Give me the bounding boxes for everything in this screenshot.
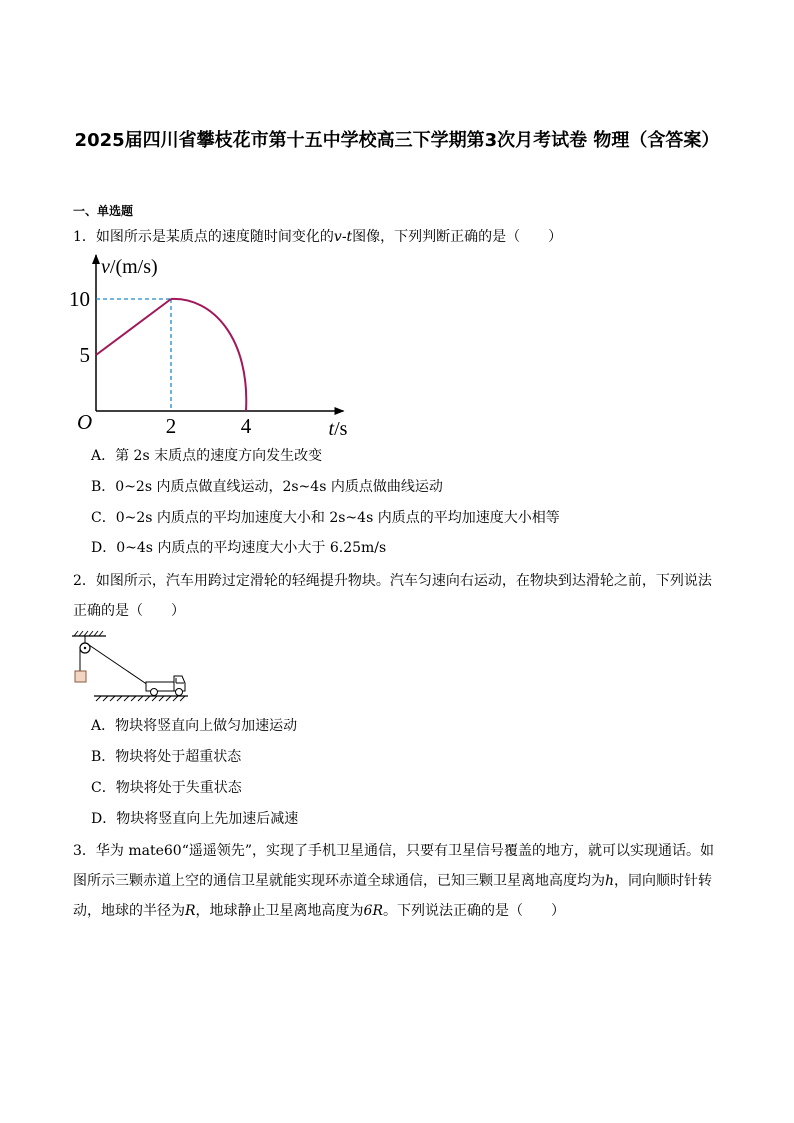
truck-icon bbox=[146, 676, 185, 696]
q3-stem-a: 3．华为 mate60“遥遥领先”，实现了手机卫星通信，只要有卫星信号覆盖的地方，就可以实现通话。如图所示三颗赤道上空的通信卫星就能实现环赤道全球通信，已知三颗卫星离地高度均为 bbox=[73, 843, 715, 889]
q3-var-r: R bbox=[185, 903, 196, 919]
q3-stem-d: 。下列说法正确的是（ ） bbox=[383, 903, 565, 919]
origin-label: O bbox=[77, 410, 93, 434]
series-curve-decelerating bbox=[171, 299, 246, 411]
q2-option-b: B．物块将处于超重状态 bbox=[91, 749, 242, 765]
q2-option-a: A．物块将竖直向上做匀加速运动 bbox=[91, 718, 298, 734]
y-axis-label bbox=[101, 256, 158, 278]
q1-stem-pre: 1．如图所示是某质点的速度随时间变化的 bbox=[73, 229, 334, 245]
ground-hatching bbox=[96, 696, 185, 701]
x-tick-label-4: 4 bbox=[240, 414, 252, 438]
question-2-stem: 2．如图所示，汽车用跨过定滑轮的轻绳提升物块。汽车匀速向右运动，在物块到达滑轮之前，下列说法正确的是（ ） bbox=[73, 573, 712, 619]
x-tick-label-2: 2 bbox=[165, 414, 177, 438]
question-1-stem bbox=[73, 222, 723, 252]
x-axis-label bbox=[329, 418, 348, 440]
series-line-accelerating bbox=[96, 299, 171, 355]
y-axis-label-var: v bbox=[101, 256, 110, 278]
x-axis-label-var: t bbox=[328, 418, 335, 440]
section-heading: 一、单选题 bbox=[73, 204, 134, 218]
block-icon bbox=[75, 671, 86, 682]
q1-option-a: A．第 2s 末质点的速度方向发生改变 bbox=[91, 448, 323, 464]
q3-stem-c: ，地球静止卫星离地高度为 bbox=[195, 903, 364, 919]
y-tick-label-10: 10 bbox=[69, 287, 90, 311]
ceiling-hatching bbox=[74, 631, 103, 636]
x-axis-label-unit: /s bbox=[334, 418, 348, 440]
vt-graph bbox=[64, 251, 348, 440]
y-tick-label-5: 5 bbox=[79, 343, 90, 367]
y-axis-label-unit: /(m/s) bbox=[109, 256, 158, 278]
pulley-truck-diagram bbox=[70, 630, 195, 702]
question-3-stem bbox=[73, 836, 723, 926]
q1-option-d: D．0~4s 内质点的平均速度大小大于 6.25m/s bbox=[91, 540, 387, 556]
q2-option-c: C．物块将处于失重状态 bbox=[91, 780, 242, 796]
q2-option-d: D．物块将竖直向上先加速后减速 bbox=[91, 811, 299, 827]
q3-var-6r: 6R bbox=[363, 903, 383, 919]
q1-stem-post: 图像，下列判断正确的是（ ） bbox=[352, 229, 563, 245]
q1-option-b: B．0~2s 内质点做直线运动，2s~4s 内质点做曲线运动 bbox=[91, 479, 443, 495]
q3-stem-b: ，同向顺时针转动，地球的半径为 bbox=[73, 873, 713, 919]
page-title: 2025届四川省攀枝花市第十五中学校高三下学期第3次月考试卷 物理（含答案） bbox=[74, 130, 720, 151]
q3-var-h: h bbox=[605, 873, 615, 889]
q1-stem-var: v-t bbox=[333, 229, 353, 245]
q1-option-c: C．0~2s 内质点的平均加速度大小和 2s~4s 内质点的平均加速度大小相等 bbox=[91, 510, 560, 526]
